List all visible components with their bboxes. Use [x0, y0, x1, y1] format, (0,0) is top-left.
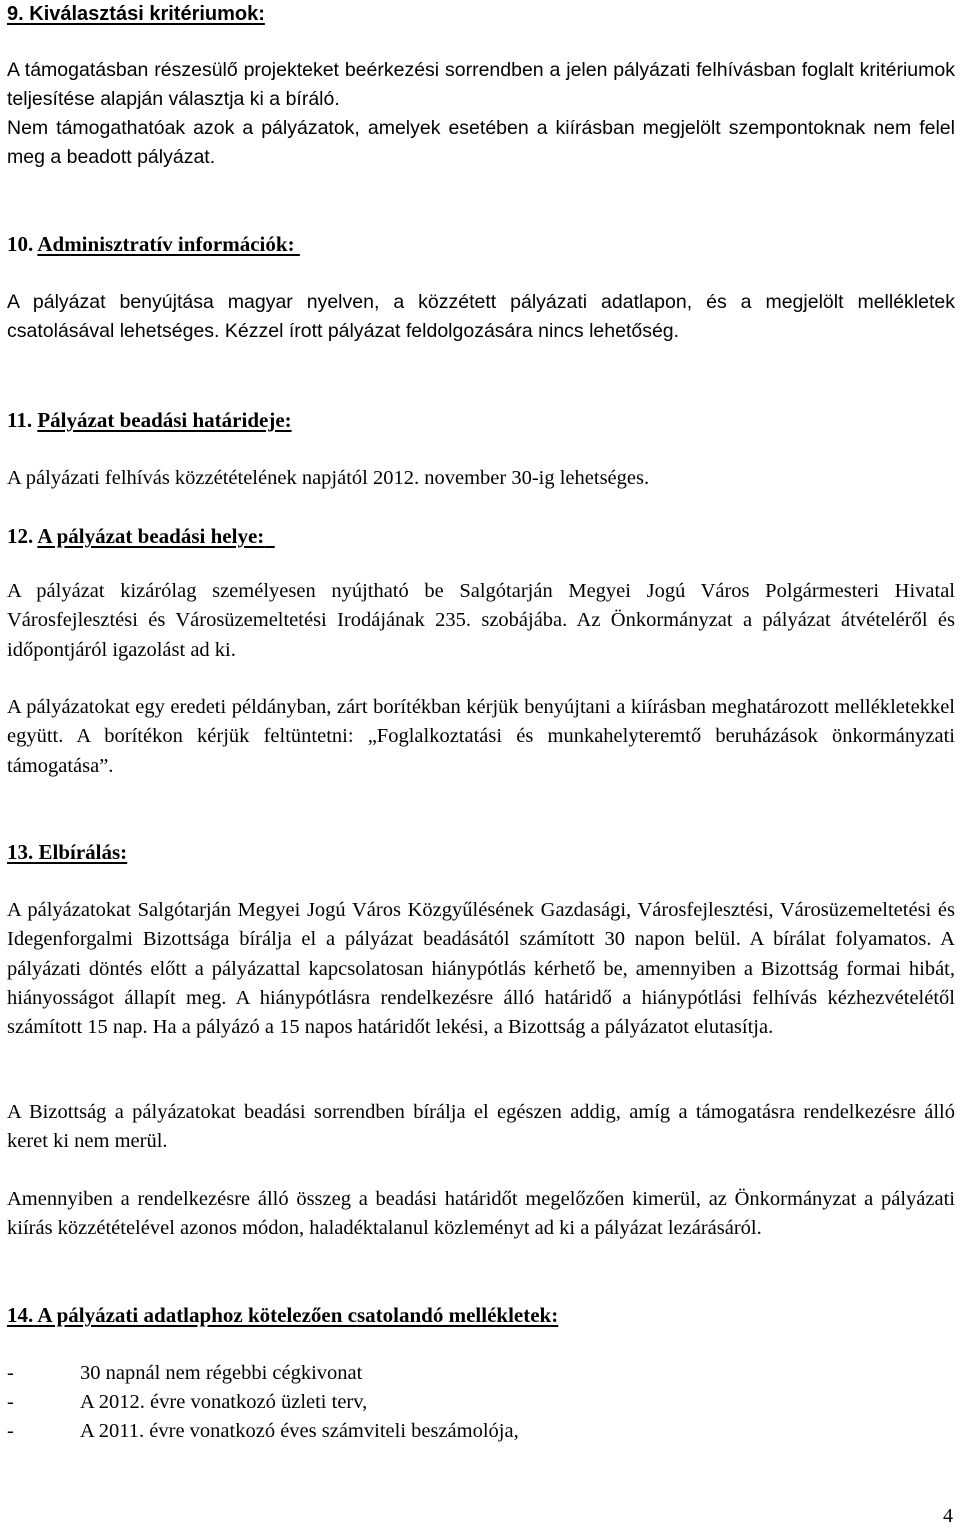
section-13-heading	[7, 838, 127, 867]
section-13-body-3	[7, 1185, 955, 1244]
section-10-paragraph: A pályázat benyújtása magyar nyelven, a közzétett pályázati adatlapon, és a megjelölt mellékletek csatolásával lehetséges. Kézzel írott pályázat feldolgozására nincs lehetőség.	[7, 291, 955, 342]
section-11-body	[7, 464, 955, 493]
page-number: 4	[943, 1505, 953, 1527]
section-9-title: Kiválasztási kritériumok:	[29, 3, 265, 25]
section-13-body-1	[7, 896, 955, 1042]
section-13-paragraph-2: A Bizottság a pályázatokat beadási sorrendben bírálja el egészen addig, amíg a támogatásra rendelkezésre álló keret ki nem merül.	[7, 1101, 955, 1153]
section-13-paragraph-3: Amennyiben a rendelkezésre álló összeg a beadási határidőt megelőzően kimerül, az Önkormányzat a pályázati kiírás közzétételével azonos módon, haladéktalanul közleményt ad ki a pályázat lezárásáról.	[7, 1188, 955, 1240]
dash-bullet: -	[7, 1391, 14, 1413]
section-12-body-2	[7, 693, 955, 781]
dash-bullet: -	[7, 1362, 14, 1384]
list-item-text: A 2011. évre vonatkozó éves számviteli beszámolója,	[80, 1420, 519, 1442]
section-14-number: 14.	[7, 1303, 34, 1327]
section-13-title: Elbírálás:	[38, 840, 128, 864]
section-13-paragraph-1: A pályázatokat Salgótarján Megyei Jogú Város Közgyűlésének Gazdasági, Városfejlesztési, Városüzemeltetési és Idegenforgalmi Bizottsága bírálja el a pályázat beadásától számított 30 napon belül. A bírálat folyamatos. A pályázati döntés előtt a pályázattal kapcsolatosan hiánypótlás kérhető be, amennyiben a Bizottság formai hibát, hiányosságot állapít meg. A hiánypótlásra rendelkezésre álló határidő a hiánypótlási felhívás kézhezvételétől számított 15 nap. Ha a pályázó a 15 napos határidőt lekési, a Bizottság a pályázatot elutasítja.	[7, 899, 955, 1039]
section-12-heading	[7, 522, 275, 551]
section-14-title: A pályázati adatlaphoz kötelezően csatolandó mellékletek:	[37, 1303, 559, 1327]
list-item-text: 30 napnál nem régebbi cégkivonat	[80, 1362, 363, 1384]
section-11-paragraph: A pályázati felhívás közzétételének napjától 2012. november 30-ig lehetséges.	[7, 467, 650, 489]
list-item-text: A 2012. évre vonatkozó üzleti terv,	[80, 1391, 368, 1413]
section-12-paragraph-2: A pályázatokat egy eredeti példányban, zárt borítékban kérjük benyújtani a kiírásban meghatározott mellékletekkel együtt. A borítékon kérjük feltüntetni: „Foglalkoztatási és munkahelyteremtő beruházások önkormányzati támogatása”.	[7, 696, 955, 777]
section-12-body-1	[7, 577, 955, 665]
section-9-heading	[7, 0, 265, 28]
section-11-number: 11.	[7, 408, 33, 432]
section-11-title: Pályázat beadási határideje:	[37, 408, 292, 432]
section-13-body-2	[7, 1098, 955, 1157]
section-9-number: 9.	[7, 3, 24, 25]
section-12-title: A pályázat beadási helye:	[37, 524, 265, 548]
section-12-paragraph-1: A pályázat kizárólag személyesen nyújtható be Salgótarján Megyei Jogú Város Polgármesteri Hivatal Városfejlesztési és Városüzemeltetési Irodájának 235. szobájába. Az Önkormányzat a pályázat átvételéről és időpontjáról igazolást ad ki.	[7, 580, 955, 661]
section-9-paragraph-2: Nem támogathatóak azok a pályázatok, amelyek esetében a kiírásban megjelölt szempontoknak nem felel meg a beadott pályázat.	[7, 117, 955, 168]
section-10-title: Adminisztratív információk:	[37, 232, 295, 256]
list-item	[7, 1388, 367, 1417]
dash-bullet: -	[7, 1420, 14, 1442]
section-14-heading	[7, 1301, 558, 1330]
section-12-number: 12.	[7, 524, 34, 548]
section-13-number: 13.	[7, 840, 34, 864]
section-9-body	[7, 56, 955, 172]
section-11-heading	[7, 406, 292, 435]
section-10-heading	[7, 230, 300, 259]
section-10-body	[7, 288, 955, 346]
list-item	[7, 1417, 519, 1446]
section-10-number: 10.	[7, 232, 34, 256]
list-item	[7, 1359, 362, 1388]
section-9-paragraph-1: A támogatásban részesülő projekteket beérkezési sorrendben a jelen pályázati felhívásban foglalt kritériumok teljesítése alapján választja ki a bíráló.	[7, 59, 955, 110]
